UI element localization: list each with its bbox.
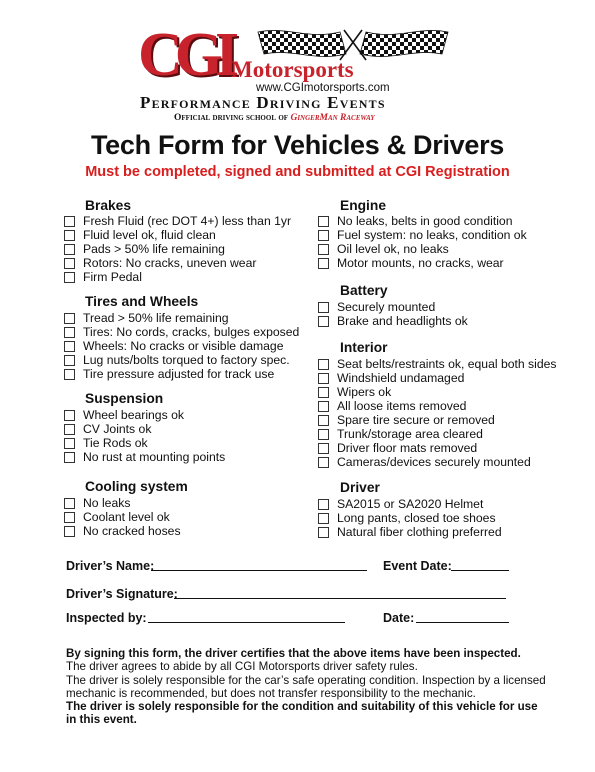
item-label: Wipers ok	[337, 385, 392, 399]
item-label: No leaks	[83, 496, 131, 510]
checkbox[interactable]	[318, 457, 329, 468]
checkbox[interactable]	[318, 302, 329, 313]
raceway-name: GingerMan Raceway	[290, 113, 375, 123]
checkbox[interactable]	[318, 415, 329, 426]
checkbox[interactable]	[64, 410, 75, 421]
date-label: Date:	[383, 611, 415, 625]
item-label: Pads > 50% life remaining	[83, 242, 225, 256]
drivers-name-field[interactable]	[151, 570, 367, 571]
checkbox[interactable]	[318, 443, 329, 454]
disclaimer	[66, 647, 546, 727]
inspected-by-field[interactable]	[148, 622, 345, 623]
checkbox[interactable]	[64, 272, 75, 283]
item-label: Motor mounts, no cracks, wear	[337, 256, 504, 270]
item-label: Lug nuts/bolts torqued to factory spec.	[83, 353, 290, 367]
item-label: Oil level ok, no leaks	[337, 242, 449, 256]
disclaimer-suitability: The driver is solely responsible for the condition and suitability of this vehicle for use in this event.	[66, 700, 538, 727]
item-label: Rotors: No cracks, uneven wear	[83, 256, 257, 270]
disclaimer-responsibility: The driver is solely responsible for the car’s safe operating condition. Inspection by a licensed mechanic is recommended, but does not transfer responsibility to the mechanic.	[66, 673, 546, 700]
item-label: Firm Pedal	[83, 270, 142, 284]
item-label: All loose items removed	[337, 399, 467, 413]
logo-url: www.CGImotorsports.com	[256, 82, 390, 94]
drivers-signature-field[interactable]	[174, 598, 506, 599]
item-label: Wheel bearings ok	[83, 408, 184, 422]
item-label: Windshield undamaged	[337, 371, 465, 385]
logo-brand: Motorsports	[231, 57, 354, 82]
checkbox[interactable]	[64, 452, 75, 463]
checkbox[interactable]	[318, 244, 329, 255]
drivers-signature-label: Driver’s Signature:	[66, 587, 178, 601]
section-heading-cooling: Cooling system	[85, 479, 188, 494]
section-heading-battery: Battery	[340, 283, 388, 298]
event-date-field[interactable]	[451, 570, 509, 571]
item-label: Wheels: No cracks or visible damage	[83, 339, 284, 353]
item-label: Coolant level ok	[83, 510, 170, 524]
checkbox[interactable]	[64, 526, 75, 537]
checkbox[interactable]	[64, 258, 75, 269]
checkbox[interactable]	[318, 513, 329, 524]
checkbox[interactable]	[64, 244, 75, 255]
section-heading-interior: Interior	[340, 340, 388, 355]
cgi-motorsports-logo	[138, 21, 468, 124]
item-label: Cameras/devices securely mounted	[337, 455, 531, 469]
item-label: Trunk/storage area cleared	[337, 427, 483, 441]
page-title: Tech Form for Vehicles & Drivers	[90, 130, 505, 160]
item-label: No leaks, belts in good condition	[337, 214, 513, 228]
item-label: Spare tire secure or removed	[337, 413, 495, 427]
item-label: Fresh Fluid (rec DOT 4+) less than 1yr	[83, 214, 292, 228]
item-label: Long pants, closed toe shoes	[337, 511, 496, 525]
checkbox[interactable]	[64, 327, 75, 338]
item-label: Natural fiber clothing preferred	[337, 525, 502, 539]
drivers-name-label: Driver’s Name:	[66, 559, 155, 573]
item-label: Tires: No cords, cracks, bulges exposed	[83, 325, 300, 339]
item-label: CV Joints ok	[83, 422, 152, 436]
checkbox[interactable]	[318, 527, 329, 538]
item-label: Securely mounted	[337, 300, 436, 314]
checkbox[interactable]	[64, 313, 75, 324]
item-label: Tie Rods ok	[83, 436, 148, 450]
disclaimer-certification: By signing this form, the driver certifies that the above items have been inspected.	[66, 647, 521, 660]
checkbox[interactable]	[318, 499, 329, 510]
item-label: Seat belts/restraints ok, equal both sides	[337, 357, 557, 371]
event-date-label: Event Date:	[383, 559, 452, 573]
date-field[interactable]	[416, 622, 509, 623]
checkbox[interactable]	[318, 429, 329, 440]
logo-official-line	[174, 113, 375, 124]
checkbox[interactable]	[318, 230, 329, 241]
section-heading-brakes: Brakes	[85, 198, 132, 213]
checkbox[interactable]	[64, 424, 75, 435]
item-label: No rust at mounting points	[83, 450, 226, 464]
checkbox[interactable]	[318, 373, 329, 384]
checkbox[interactable]	[64, 498, 75, 509]
item-label: Tread > 50% life remaining	[83, 311, 229, 325]
checkbox[interactable]	[318, 316, 329, 327]
checkbox[interactable]	[318, 401, 329, 412]
checkbox[interactable]	[64, 355, 75, 366]
section-heading-tires: Tires and Wheels	[85, 294, 199, 309]
checkbox[interactable]	[64, 369, 75, 380]
checkbox[interactable]	[318, 216, 329, 227]
logo-letters: CGI	[138, 21, 232, 89]
inspected-by-label: Inspected by:	[66, 611, 147, 625]
item-label: Tire pressure adjusted for track use	[83, 367, 275, 381]
official-prefix: Official driving school of	[174, 113, 289, 123]
page-subtitle: Must be completed, signed and submitted at CGI Registration	[85, 164, 510, 180]
item-label: Driver floor mats removed	[337, 441, 478, 455]
item-label: No cracked hoses	[83, 524, 181, 538]
disclaimer-rules: The driver agrees to abide by all CGI Motorsports driver safety rules.	[66, 660, 418, 674]
section-heading-driver: Driver	[340, 480, 380, 495]
item-label: SA2015 or SA2020 Helmet	[337, 497, 484, 511]
checkbox[interactable]	[64, 438, 75, 449]
item-label: Fuel system: no leaks, condition ok	[337, 228, 527, 242]
checkbox[interactable]	[318, 258, 329, 269]
checkbox[interactable]	[64, 216, 75, 227]
checkbox[interactable]	[64, 341, 75, 352]
section-heading-suspension: Suspension	[85, 391, 164, 406]
checkbox[interactable]	[318, 387, 329, 398]
item-label: Fluid level ok, fluid clean	[83, 228, 216, 242]
logo-tagline: Performance Driving Events	[140, 93, 386, 112]
checkbox[interactable]	[318, 359, 329, 370]
checkbox[interactable]	[64, 512, 75, 523]
section-heading-engine: Engine	[340, 198, 386, 213]
item-label: Brake and headlights ok	[337, 314, 468, 328]
checkbox[interactable]	[64, 230, 75, 241]
